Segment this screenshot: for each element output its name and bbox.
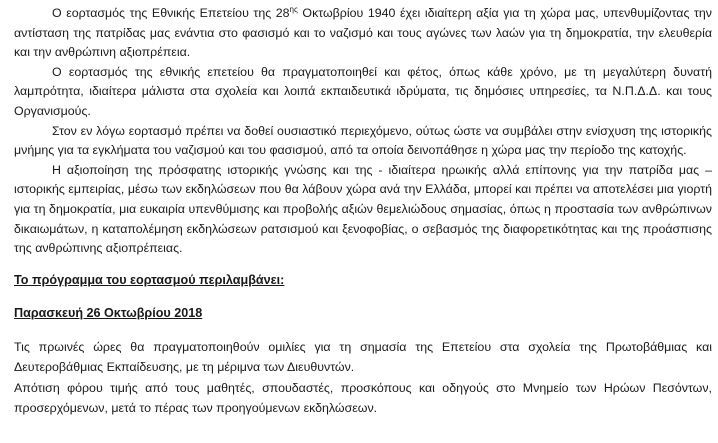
day-heading: Παρασκευή 26 Οκτωβρίου 2018 [14,306,203,321]
ordinal-superscript: ης [289,4,298,14]
program-item-tribute: Απότιση φόρου τιμής από τους μαθητές, σπουδαστές, προσκόπους και οδηγούς στο Μνημείο των Ηρώων Πεσόντων, προσερχόμενων, μετά το πέρας των προηγούμενων εκδηλώσεων. [14,381,712,415]
program-heading: Το πρόγραμμα του εορτασμού περιλαμβάνει: [14,272,285,287]
paragraph-celebration-scope: Ο εορτασμός της εθνικής επετείου θα πραγματοποιηθεί και φέτος, όπως κάθε χρόνο, με τη μεγαλύτερη δυνατή λαμπρότητα, ιδιαίτερα μάλιστα στα σχολεία και λοιπά εκπαιδευτικά ιδρύματα, τις δημόσιες υπηρεσίες, τα Ν.Π.Δ.Δ. και τους Οργανισμούς. [14,64,712,118]
paragraph-anniversary-significance [14,4,712,63]
paragraph-democratic-values: Η αξιοποίηση της πρόσφατης ιστορικής γνώσης και της - ιδιαίτερα ηρωικής αλλά επίπονης για την πατρίδα μας – ιστορικής εμπειρίας, μέσω των εκδηλώσεων που θα λάβουν χώρα ανά την Ελλάδα, μπορεί και πρέπει να αποτελέσει μια γιορτή για τη δημοκρατία, μια ευκαιρία υπενθύμισης και προβολής αξιών θεμελιώδους σημασίας, όπως η προστασία των ανθρώπινων δικαιωμάτων, η καταπολέμηση εκδηλώσεων ρατσισμού και ξενοφοβίας, ο σεβασμός της διαφορετικότητας και της προάσπισης της ανθρώπινης αξιοπρέπειας. [14,162,712,256]
paragraph-1-text-start: Ο εορτασμός της Εθνικής Επετείου της 28 [52,6,290,20]
program-item-speeches: Τις πρωινές ώρες θα πραγματοποιηθούν ομιλίες για τη σημασία της Επετείου στα σχολεία της Πρωτοβάθμιας και Δευτεροβάθμιας Εκπαίδευσης, με τη μέριμνα των Διευθυντών. [14,339,712,374]
paragraph-1-text-end: Οκτωβρίου 1940 έχει ιδιαίτερη αξία για τη χώρα μας, υπενθυμίζοντας την αντίσταση της πατρίδας μας ενάντια στο φασισμό και το ναζισμό και τους αγώνες των λαών για τη δημοκρατία, την ελευθερία και την ανθρώπινη αξιοπρέπεια. [14,6,712,60]
paragraph-historical-memory: Στον εν λόγω εορτασμό πρέπει να δοθεί ουσιαστικό περιεχόμενο, ούτως ώστε να συμβάλει στην ενίσχυση της ιστορικής μνήμης για τα εγκλήματα του ναζισμού και του φασισμού, από τα οποία δεινοπάθησε η χώρα μας την περίοδο της κατοχής. [14,123,712,158]
